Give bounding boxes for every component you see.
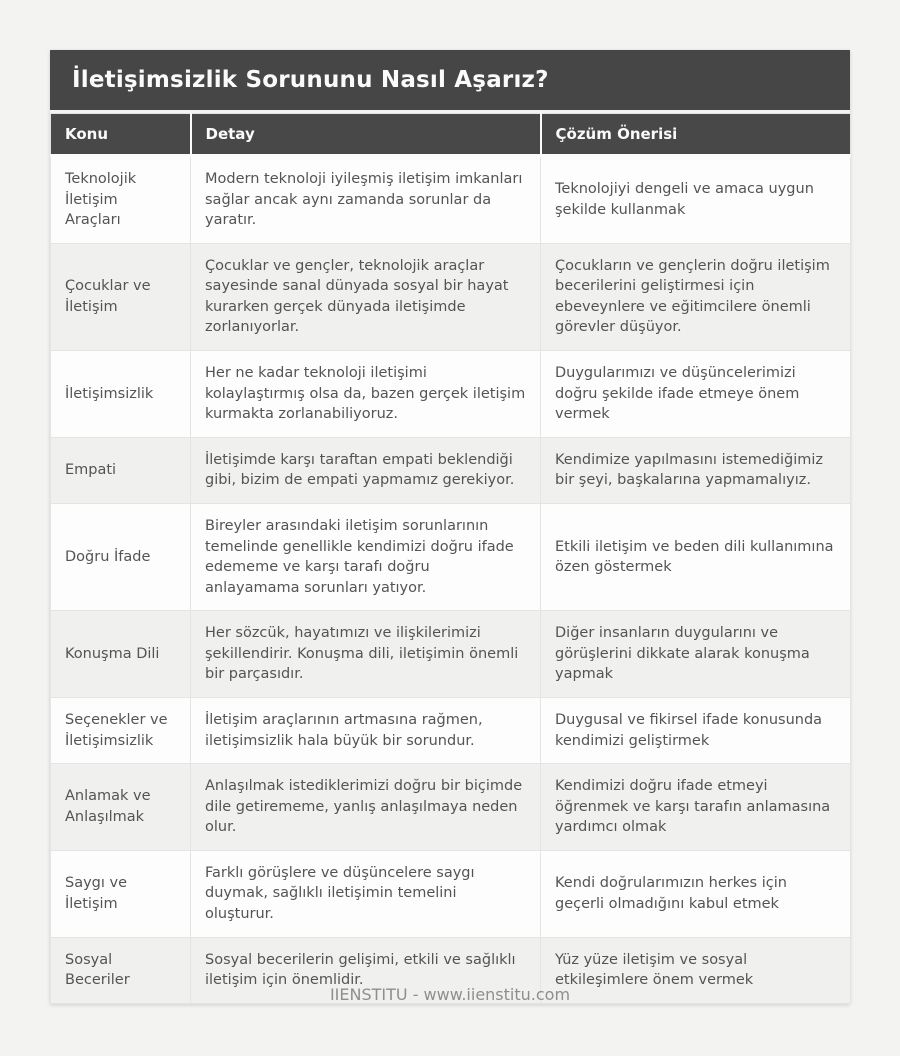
- page-title: İletişimsizlik Sorununu Nasıl Aşarız?: [50, 50, 850, 110]
- detail-cell: İletişim araçlarının artmasına rağmen, iletişimsizlik hala büyük bir sorundur.: [191, 697, 541, 763]
- solution-cell: Duygularımızı ve düşüncelerimizi doğru şekilde ifade etmeye önem vermek: [541, 351, 851, 438]
- table-row: [51, 351, 851, 438]
- solution-cell: Kendi doğrularımızın herkes için geçerli olmadığını kabul etmek: [541, 850, 851, 937]
- topic-cell: Empati: [51, 437, 191, 503]
- table-row: [51, 437, 851, 503]
- header-row: [51, 114, 851, 156]
- solution-cell: Kendimizi doğru ifade etmeyi öğrenmek ve karşı tarafın anlamasına yardımcı olmak: [541, 764, 851, 851]
- topic-cell: Çocuklar ve İletişim: [51, 243, 191, 350]
- table-row: [51, 850, 851, 937]
- table-row: [51, 764, 851, 851]
- solution-cell: Çocukların ve gençlerin doğru iletişim becerilerini geliştirmesi için ebeveynlere ve eğitimcilere önemli görevler düşüyor.: [541, 243, 851, 350]
- detail-cell: Farklı görüşlere ve düşüncelere saygı duymak, sağlıklı iletişimin temelini oluşturur.: [191, 850, 541, 937]
- topic-cell: Seçenekler ve İletişimsizlik: [51, 697, 191, 763]
- detail-cell: Her ne kadar teknoloji iletişimi kolaylaştırmış olsa da, bazen gerçek iletişim kurmakta zorlanabiliyoruz.: [191, 351, 541, 438]
- column-header-konu: Konu: [51, 114, 191, 156]
- table-row: [51, 611, 851, 698]
- solution-cell: Kendimize yapılmasını istemediğimiz bir şeyi, başkalarına yapmamalıyız.: [541, 437, 851, 503]
- solution-cell: Yüz yüze iletişim ve sosyal etkileşimlere önem vermek: [541, 937, 851, 1003]
- column-header-detay: Detay: [191, 114, 541, 156]
- topic-cell: Anlamak ve Anlaşılmak: [51, 764, 191, 851]
- table-row: [51, 156, 851, 244]
- table-row: [51, 697, 851, 763]
- column-header-cozum-onerisi: Çözüm Önerisi: [541, 114, 851, 156]
- solution-cell: Teknolojiyi dengeli ve amaca uygun şekilde kullanmak: [541, 156, 851, 244]
- detail-cell: Modern teknoloji iyileşmiş iletişim imkanları sağlar ancak aynı zamanda sorunlar da yaratır.: [191, 156, 541, 244]
- topic-cell: Teknolojik İletişim Araçları: [51, 156, 191, 244]
- detail-cell: Anlaşılmak istediklerimizi doğru bir biçimde dile getirememe, yanlış anlaşılmaya neden olur.: [191, 764, 541, 851]
- communication-table: [50, 113, 851, 1004]
- table-card: [50, 50, 850, 1004]
- solution-cell: Duygusal ve fikirsel ifade konusunda kendimizi geliştirmek: [541, 697, 851, 763]
- solution-cell: Etkili iletişim ve beden dili kullanımına özen göstermek: [541, 503, 851, 610]
- footer-credit: IIENSTITU - www.iienstitu.com: [329, 985, 571, 1004]
- detail-cell: Her sözcük, hayatımızı ve ilişkilerimizi şekillendirir. Konuşma dili, iletişimin önemli bir parçasıdır.: [191, 611, 541, 698]
- topic-cell: Doğru İfade: [51, 503, 191, 610]
- topic-cell: Sosyal Beceriler: [51, 937, 191, 1003]
- table-row: [51, 243, 851, 350]
- table-row: [51, 503, 851, 610]
- topic-cell: Saygı ve İletişim: [51, 850, 191, 937]
- detail-cell: Sosyal becerilerin gelişimi, etkili ve sağlıklı iletişim için önemlidir.: [191, 937, 541, 1003]
- topic-cell: İletişimsizlik: [51, 351, 191, 438]
- detail-cell: İletişimde karşı taraftan empati beklendiği gibi, bizim de empati yapmamız gerekiyor.: [191, 437, 541, 503]
- topic-cell: Konuşma Dili: [51, 611, 191, 698]
- detail-cell: Bireyler arasındaki iletişim sorunlarının temelinde genellikle kendimizi doğru ifade edememe ve karşı tarafı doğru anlayamama sorunları yatıyor.: [191, 503, 541, 610]
- solution-cell: Diğer insanların duygularını ve görüşlerini dikkate alarak konuşma yapmak: [541, 611, 851, 698]
- detail-cell: Çocuklar ve gençler, teknolojik araçlar sayesinde sanal dünyada sosyal bir hayat kurarken gerçek dünyada iletişimde zorlanıyorlar.: [191, 243, 541, 350]
